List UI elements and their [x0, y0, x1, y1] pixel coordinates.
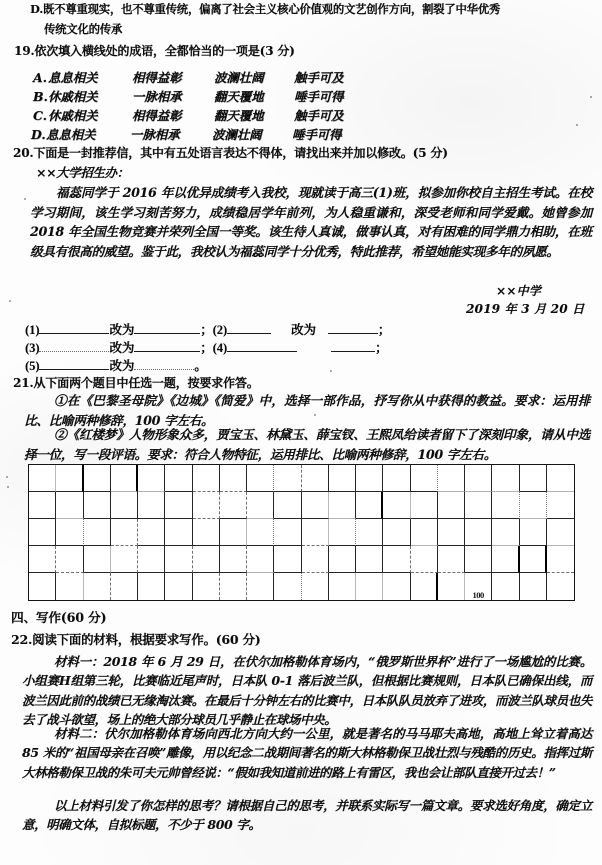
- q20-blank-5-input[interactable]: [39, 358, 109, 370]
- scan-speck: [330, 370, 332, 372]
- q20-blank-3-end: ；: [200, 341, 213, 355]
- q22-writing-prompt: 以上材料引发了你怎样的思考？请根据自己的思考，并联系实际写一篇文章。要求选好角度，确定立意，明确文体，自拟标题，不少于 800 字。: [22, 798, 592, 833]
- q19-option-a-letter: A.: [33, 70, 47, 85]
- q20-blank-4-end: ；: [375, 341, 388, 355]
- grid-cell[interactable]: [247, 465, 274, 492]
- grid-cell[interactable]: [520, 546, 547, 573]
- q19-option-b-col2: 一脉相承: [132, 89, 182, 104]
- grid-cell[interactable]: [356, 492, 383, 519]
- q19-option-b-col4: 唾手可得: [294, 89, 344, 104]
- grid-cell[interactable]: [547, 519, 574, 546]
- scan-speck: [24, 198, 26, 200]
- grid-cell[interactable]: [465, 519, 492, 546]
- q20-blank-3-input[interactable]: [39, 340, 109, 352]
- q18-option-d-line1: D.既不尊重现实，也不尊重传统，偏离了社会主义核心价值观的文艺创作方向，割裂了中华优秀: [30, 2, 501, 16]
- grid-cell[interactable]: [165, 492, 192, 519]
- grid-cell[interactable]: [193, 546, 220, 573]
- q18-option-d-line2: 传统文化的传承: [44, 22, 123, 36]
- q19-option-b[interactable]: [33, 87, 344, 105]
- grid-cell[interactable]: [56, 492, 83, 519]
- grid-cell[interactable]: [329, 573, 356, 600]
- grid-cell[interactable]: [111, 465, 138, 492]
- q20-blank-5-end: 。: [194, 359, 207, 373]
- scan-speck: [576, 124, 578, 126]
- grid-cell[interactable]: [520, 465, 547, 492]
- q19-option-c-col1: 休戚相关: [48, 108, 98, 123]
- q20-blank-3-num: (3): [25, 341, 40, 355]
- grid-cell[interactable]: [547, 492, 574, 519]
- q20-blank-2-num: (2): [212, 323, 228, 337]
- grid-cell[interactable]: [220, 573, 247, 600]
- grid-cell[interactable]: [302, 492, 329, 519]
- grid-cell[interactable]: [84, 546, 111, 573]
- grid-cell[interactable]: [165, 519, 192, 546]
- q19-option-a-col1: 息息相关: [48, 70, 98, 85]
- grid-cell[interactable]: [411, 546, 438, 573]
- q20-blank-4-output[interactable]: [331, 340, 375, 352]
- grid-cell[interactable]: [547, 573, 574, 600]
- grid-cell[interactable]: [465, 492, 492, 519]
- grid-cell[interactable]: [193, 573, 220, 600]
- q20-blank-5-num: (5): [25, 359, 40, 373]
- q22-stem: 22.阅读下面的材料，根据要求写作。(60 分): [11, 632, 261, 647]
- q19-option-d-col4: 唾手可得: [292, 127, 342, 142]
- composition-answer-grid[interactable]: [28, 464, 575, 601]
- grid-cell[interactable]: [193, 492, 220, 519]
- grid-cell[interactable]: [547, 465, 574, 492]
- grid-cell[interactable]: [274, 573, 301, 600]
- scan-speck: [314, 414, 316, 416]
- grid-cell[interactable]: [302, 573, 329, 600]
- grid-cell[interactable]: [302, 519, 329, 546]
- grid-cell[interactable]: [111, 573, 138, 600]
- grid-cell[interactable]: [274, 492, 301, 519]
- grid-cell[interactable]: [411, 465, 438, 492]
- grid-cell[interactable]: [329, 546, 356, 573]
- q20-blank-4-input[interactable]: [227, 340, 297, 352]
- q19-option-a-col2: 相得益彰: [132, 70, 182, 85]
- grid-cell[interactable]: [438, 546, 465, 573]
- q19-option-b-letter: B.: [33, 89, 48, 104]
- q22-material-1: 材料一：2018 年 6 月 29 日，在伏尔加格勒体育场内，“俄罗斯世界杯”进行了一场尴尬的比赛。小组赛H组第三轮，比赛临近尾声时，日本队 0-1 落后波兰队，但根据比赛规则，日本队已确保出线，而波兰因此前的战绩已无缘淘汰赛。在最后十分钟左右的比赛中，日本队队员放弃了进攻，而波兰队球员也失去了战斗欲望，场上的绝大部分球员几乎静止在球场中央。: [22, 654, 592, 728]
- q19-option-c-letter: C.: [33, 108, 47, 123]
- grid-cell[interactable]: [29, 573, 56, 600]
- grid-cell[interactable]: [492, 573, 519, 600]
- grid-cell[interactable]: [220, 465, 247, 492]
- grid-cell[interactable]: [302, 465, 329, 492]
- q20-stem: [13, 147, 448, 159]
- grid-cell[interactable]: [329, 492, 356, 519]
- grid-cell[interactable]: [492, 465, 519, 492]
- q19-option-d[interactable]: [31, 125, 342, 143]
- q20-blank-1-num: (1): [25, 323, 40, 337]
- grid-cell[interactable]: [220, 519, 247, 546]
- q20-blank-2-output[interactable]: [328, 322, 378, 334]
- scan-speck: [6, 476, 8, 478]
- grid-cell[interactable]: [438, 465, 465, 492]
- grid-cell[interactable]: [465, 546, 492, 573]
- section4-heading: 四、写作(60 分): [11, 610, 107, 625]
- grid-cell[interactable]: [492, 546, 519, 573]
- grid-cell[interactable]: [383, 492, 410, 519]
- q19-option-a[interactable]: [33, 68, 344, 86]
- grid-cell[interactable]: [138, 519, 165, 546]
- grid-cell[interactable]: [29, 519, 56, 546]
- q20-signature-organization: ××中学: [496, 284, 541, 298]
- grid-cell[interactable]: [465, 573, 492, 600]
- q19-option-d-col2: 一脉相承: [130, 127, 180, 142]
- q20-blank-2-end: ；: [377, 323, 391, 337]
- q19-option-b-col3: 翻天覆地: [214, 89, 264, 104]
- grid-cell[interactable]: [274, 465, 301, 492]
- grid-cell[interactable]: [492, 492, 519, 519]
- q19-option-c[interactable]: [33, 106, 344, 124]
- q20-blank-1-input[interactable]: [39, 322, 109, 334]
- q20-blank-3-mid: 改为: [109, 341, 135, 355]
- grid-cell[interactable]: [247, 492, 274, 519]
- grid-cell[interactable]: [29, 492, 56, 519]
- q19-option-d-col1: 息息相关: [46, 127, 96, 142]
- grid-cell[interactable]: [329, 519, 356, 546]
- q19-stem: 19.依次填入横线处的成语，全都恰当的一项是(3 分): [14, 44, 295, 58]
- grid-cell[interactable]: [84, 465, 111, 492]
- grid-cell[interactable]: [29, 465, 56, 492]
- q19-option-d-letter: D.: [31, 127, 46, 142]
- q19-option-c-col4: 触手可及: [294, 108, 344, 123]
- q20-blank-2-input[interactable]: [227, 322, 271, 334]
- q20-blank-1-output[interactable]: [134, 322, 200, 334]
- grid-cell[interactable]: [383, 546, 410, 573]
- grid-cell[interactable]: [411, 573, 438, 600]
- grid-cell[interactable]: [138, 465, 165, 492]
- q19-option-a-col4: 触手可及: [294, 70, 344, 85]
- grid-cell[interactable]: [193, 465, 220, 492]
- q21-task-1: ①在《巴黎圣母院》《边城》《简爱》中，选择一部作品，抒写你从中获得的教益。要求：运用排比、比喻两种修辞，100 字左右。: [24, 393, 590, 428]
- grid-cell[interactable]: [247, 546, 274, 573]
- grid-cell[interactable]: [111, 546, 138, 573]
- grid-cell[interactable]: [138, 573, 165, 600]
- scan-speck: [7, 486, 9, 488]
- grid-cell[interactable]: [193, 519, 220, 546]
- q20-blank-1-mid: 改为: [109, 323, 135, 337]
- q19-option-c-col3: 翻天覆地: [214, 108, 264, 123]
- q21-task-2: ②《红楼梦》人物形象众多，贾宝玉、林黛玉、薛宝钗、王熙凤给读者留下了深刻印象，请从中选择一位，写一段评语。要求：符合人物特征，运用排比、比喻两种修辞，100 字左右。: [24, 427, 590, 462]
- grid-cell[interactable]: [56, 519, 83, 546]
- q19-option-c-col2: 相得益彰: [132, 108, 182, 123]
- grid-cell[interactable]: [356, 546, 383, 573]
- grid-cell[interactable]: [356, 519, 383, 546]
- grid-cell[interactable]: [411, 492, 438, 519]
- q20-signature-date: 2019 年 3 月 20 日: [466, 302, 585, 316]
- scan-speck: [9, 300, 11, 302]
- grid-cell[interactable]: [138, 546, 165, 573]
- q20-blank-row-2[interactable]: [25, 338, 387, 356]
- grid-cell[interactable]: [383, 465, 410, 492]
- q19-option-d-col3: 波澜壮阔: [212, 127, 262, 142]
- grid-cell[interactable]: [356, 465, 383, 492]
- grid-cell[interactable]: [274, 546, 301, 573]
- q20-stem-text: 20.下面是一封推荐信，其中有五处语言表达不得体，请找出来并加以修改。(5 分): [13, 146, 448, 160]
- grid-cell[interactable]: [111, 492, 138, 519]
- grid-cell[interactable]: [383, 519, 410, 546]
- grid-cell[interactable]: [383, 573, 410, 600]
- q20-blank-5-output[interactable]: [134, 358, 194, 370]
- q20-blank-4-num: (4): [212, 341, 228, 355]
- grid-cell[interactable]: [438, 492, 465, 519]
- grid-cell[interactable]: [56, 546, 83, 573]
- grid-cell[interactable]: [84, 519, 111, 546]
- grid-cell[interactable]: [165, 573, 192, 600]
- grid-cell[interactable]: [138, 492, 165, 519]
- grid-cell[interactable]: [438, 519, 465, 546]
- grid-cell[interactable]: [329, 465, 356, 492]
- q20-blank-1-end: ；: [200, 323, 213, 337]
- grid-cell[interactable]: [274, 519, 301, 546]
- grid-cell[interactable]: [411, 519, 438, 546]
- grid-cell[interactable]: [356, 573, 383, 600]
- grid-cell[interactable]: [547, 546, 574, 573]
- grid-cell[interactable]: [520, 492, 547, 519]
- q19-option-b-col1: 休戚相关: [48, 89, 98, 104]
- grid-cell[interactable]: [111, 519, 138, 546]
- q20-blank-2-mid: 改为: [291, 323, 316, 337]
- grid-cell[interactable]: [56, 573, 83, 600]
- grid-cell[interactable]: [84, 573, 111, 600]
- q19-option-a-col3: 波澜壮阔: [214, 70, 264, 85]
- grid-cell[interactable]: [492, 519, 519, 546]
- grid-cell[interactable]: [302, 546, 329, 573]
- grid-cell[interactable]: [520, 519, 547, 546]
- q20-blank-row-3[interactable]: [25, 356, 207, 374]
- grid-cell[interactable]: [29, 546, 56, 573]
- grid-cell[interactable]: [247, 573, 274, 600]
- q20-letter-body: 福蕊同学于 2016 年以优异成绩考入我校，现就读于高三(1)班，拟参加你校自主招生考试。在校学习期间，该生学习刻苦努力，成绩稳居学年前列，为人稳重谦和，深受老师和同学爱戴。她曾参加 2018 年全国生物竞赛并荣列全国一等奖。该生待人真诚，做事认真，对有困难的同学鼎力相助，在班级具有很高的威望。鉴于此，我校认为福蕊同学十分优秀，特此推荐，希望她能实现多年的夙愿。: [30, 185, 592, 259]
- grid-cell[interactable]: [465, 465, 492, 492]
- grid-cell[interactable]: [220, 492, 247, 519]
- grid-cell[interactable]: [520, 573, 547, 600]
- q20-blank-3-output[interactable]: [134, 340, 200, 352]
- q22-material-2: 材料二：伏尔加格勒体育场向西北方向大约一公里，就是著名的马马耶夫高地，高地上耸立着高达 85 米的“祖国母亲在召唤”雕像，用以纪念二战期间著名的斯大林格勒保卫战壮烈与残酷的历史。指挥过斯大林格勒保卫战的朱可夫元帅曾经说：“假如我知道前进的路上有雷区，我也会让部队直接开过去！”: [22, 726, 592, 780]
- grid-cell[interactable]: [165, 546, 192, 573]
- grid-cell[interactable]: [56, 465, 83, 492]
- grid-cell[interactable]: [220, 546, 247, 573]
- grid-word-count-marker: 100: [472, 589, 484, 600]
- q20-blank-5-mid: 改为: [109, 359, 135, 373]
- q20-salutation: ××大学招生办：: [36, 165, 129, 180]
- q21-stem: 21.从下面两个题目中任选一题，按要求作答。: [13, 376, 259, 390]
- q20-blank-row-1[interactable]: [25, 320, 390, 338]
- grid-cell[interactable]: [438, 573, 465, 600]
- grid-cell[interactable]: [84, 492, 111, 519]
- grid-cell[interactable]: [247, 519, 274, 546]
- scan-speck: [590, 96, 592, 98]
- grid-cell[interactable]: [165, 465, 192, 492]
